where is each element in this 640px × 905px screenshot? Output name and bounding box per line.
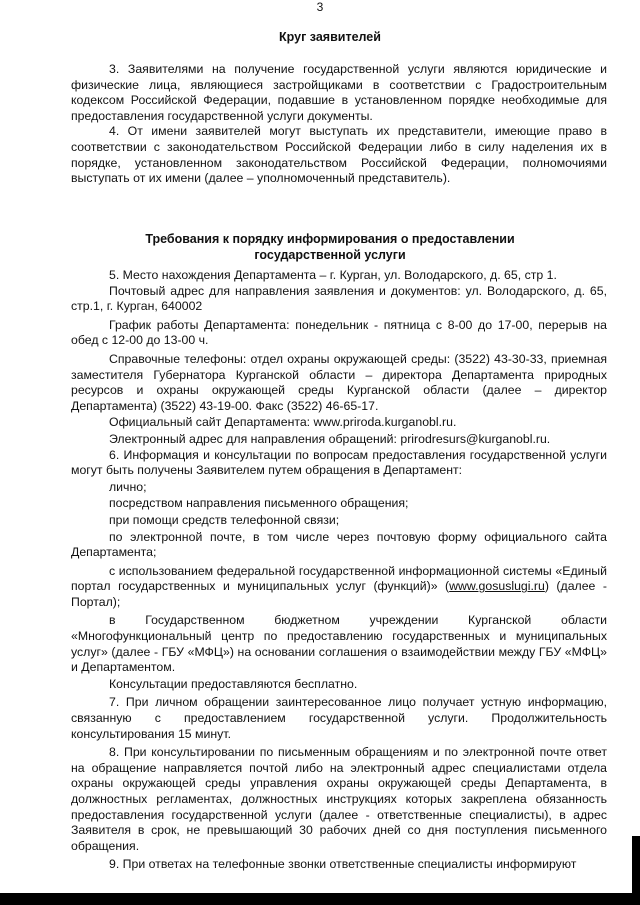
paragraph-3: 3. Заявителями на получение государственной услуги являются юридические и физические лица, являющиеся застройщиками в соответствии с Градостроительным кодексом Российской Федерации, подавшие в установленном порядке необходимые для предоставления государственной услуги документы.	[71, 62, 607, 123]
section-heading-informing-line2: государственной услуги	[254, 248, 406, 262]
paragraph-6: 6. Информация и консультации по вопросам предоставления государственной услуги могут быть получены Заявителем путем обращения в Департамент:	[71, 447, 607, 478]
free-consultation: Консультации предоставляются бесплатно.	[109, 676, 358, 691]
informing-section	[71, 268, 607, 873]
scan-bottom-border	[0, 893, 640, 905]
paragraph-4: 4. От имени заявителей могут выступать их представители, имеющие право в соответствии с законодательством Российской Федерации либо в силу наделения их в порядке, установленном законодательством Российской Федерации, полномочиями выступать от их имени (далее – уполномоченный представитель).	[71, 124, 607, 186]
way-mfc: в Государственном бюджетном учреждении Курганской области «Многофункциональный центр по предоставлению государственных и муниципальных услуг» (далее - ГБУ «МФЦ») на основании соглашения о взаимодействии между ГБУ «МФЦ» и Департаментом.	[71, 613, 607, 675]
paragraph-7: 7. При личном обращении заинтересованное лицо получает устную информацию, связанную с предоставлением государственной услуги. Продолжительность консультирования 15 минут.	[71, 695, 607, 741]
section-heading-informing-line1: Требования к порядку информирования о предоставлении	[145, 232, 515, 246]
way-portal	[71, 564, 607, 611]
official-site: Официальный сайт Департамента: www.priroda.kurganobl.ru.	[109, 415, 457, 430]
way-personal: лично;	[109, 479, 147, 494]
reference-phones: Справочные телефоны: отдел охраны окружающей среды: (3522) 43-30-33, приемная заместителя Губернатора Курганской области – директора Департамента природных ресурсов и охраны окружающей среды Курганской области (далее – директор Департамента) (3522) 43-19-00. Факс (3522) 46-65-17.	[71, 351, 607, 413]
email-address: Электронный адрес для направления обращений: prirodresurs@kurganobl.ru.	[109, 431, 551, 446]
postal-address: Почтовый адрес для направления заявления и документов: ул. Володарского, д. 65, стр.1, г. Курган, 640002	[71, 283, 607, 314]
way-phone: при помощи средств телефонной связи;	[109, 512, 340, 527]
paragraph-9: 9. При ответах на телефонные звонки ответственные специалисты информируют	[109, 857, 577, 872]
way-email: по электронной почте, в том числе через почтовую форму официального сайта Департамента;	[71, 529, 607, 560]
page-number: 3	[316, 0, 324, 14]
way-portal-before: с использованием федеральной государственной информационной системы «Единый портал государственных и муниципальных услуг (функций)» (	[71, 563, 607, 594]
paragraph-5: 5. Место нахождения Департамента – г. Курган, ул. Володарского, д. 65, стр 1.	[109, 268, 557, 282]
work-schedule: График работы Департамента: понедельник - пятница с 8-00 до 17-00, перерыв на обед с 12-00 до 13-00 ч.	[71, 317, 607, 348]
paragraph-8: 8. При консультировании по письменным обращениям и по электронной почте ответ на обращение направляется почтой либо на электронный адрес специалистами отдела охраны окружающей среды управления охраны окружающей среды Департамента, в должностных регламентах, должностных инструкциях которых закреплена обязанность предоставления государственной услуги (далее - ответственные специалисты), в адрес Заявителя в срок, не превышающий 30 рабочих дней со дня поступления письменного обращения.	[71, 745, 607, 853]
way-letter: посредством направления письменного обращения;	[109, 496, 409, 511]
section-heading-applicants: Круг заявителей	[279, 30, 381, 44]
way-portal-after: ) (далее - Портал);	[71, 579, 607, 609]
section-heading-informing	[60, 231, 600, 263]
gosuslugi-link[interactable]: www.gosuslugi.ru	[449, 579, 545, 594]
applicants-section	[71, 62, 607, 187]
